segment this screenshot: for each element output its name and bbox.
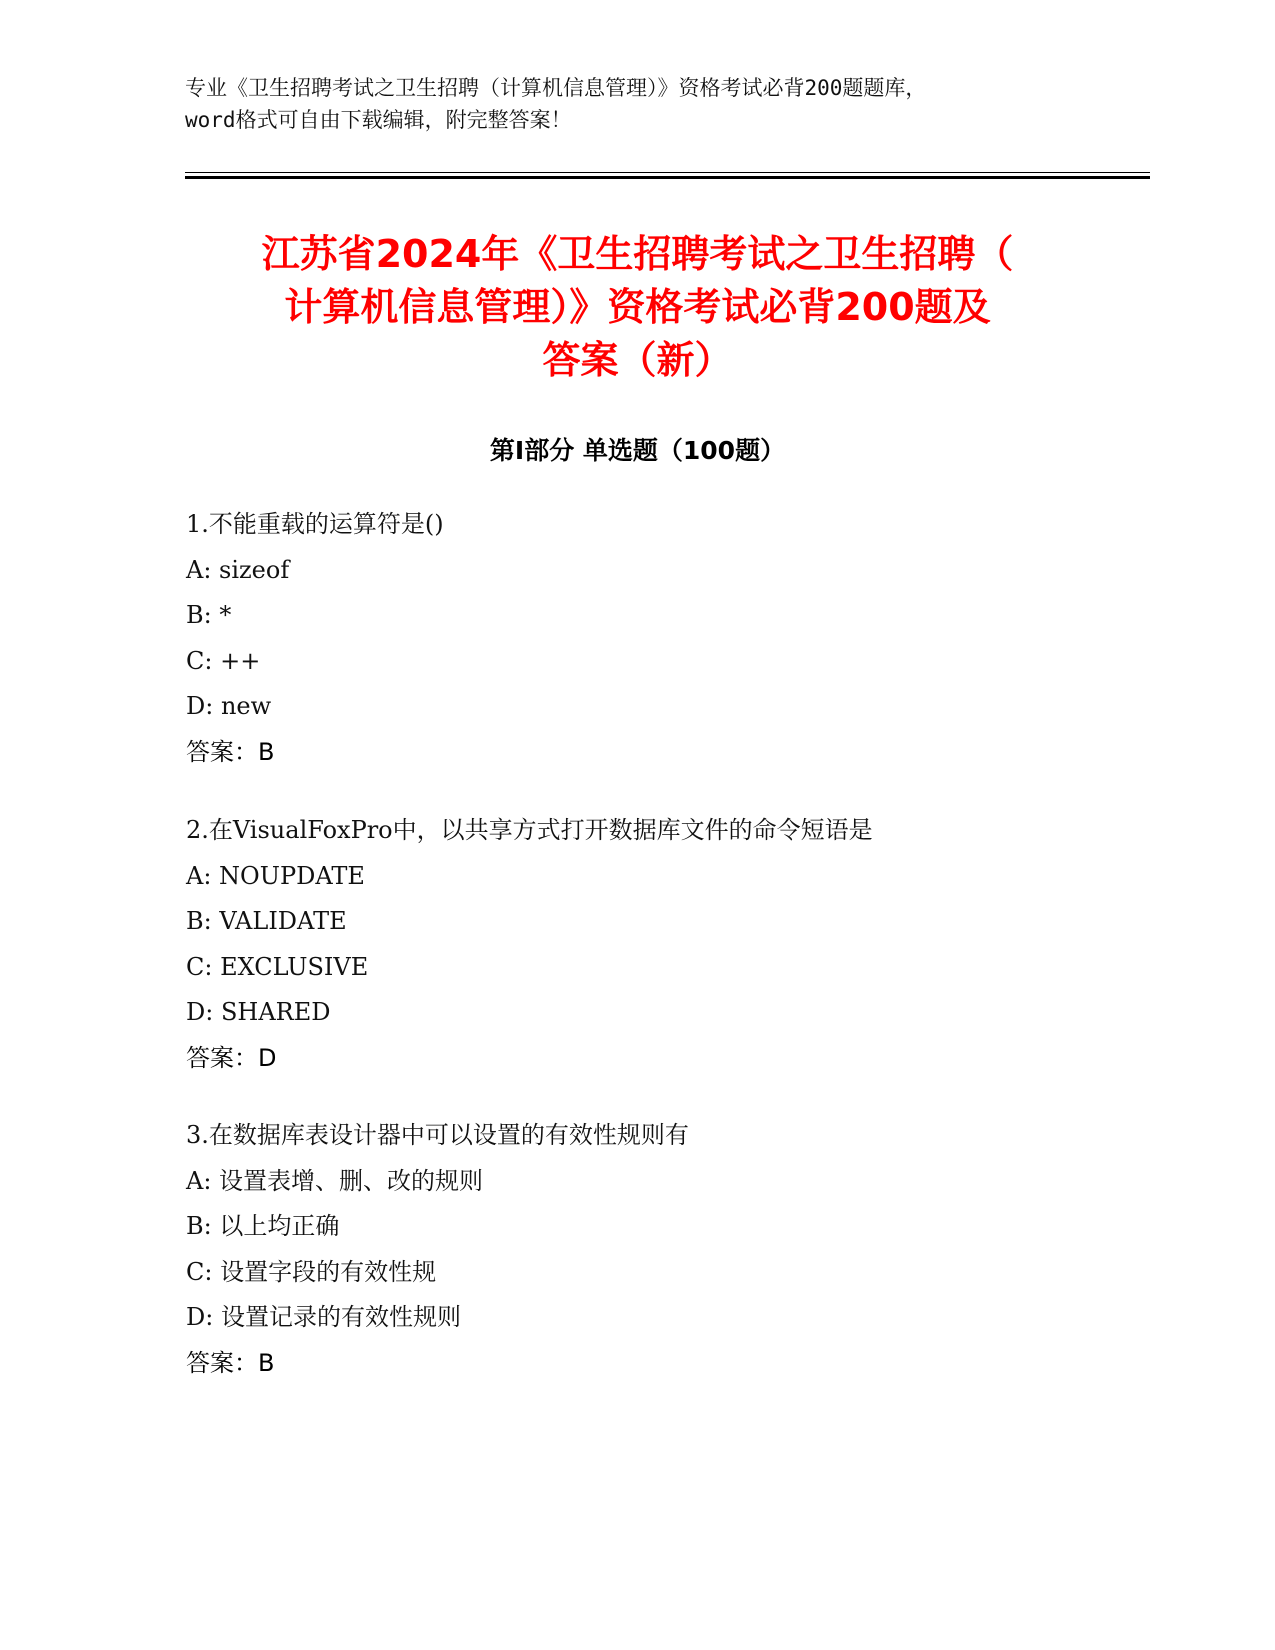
question-text: 2.在VisualFoxPro中，以共享方式打开数据库文件的命令短语是	[186, 816, 873, 844]
option-d: D: SHARED	[186, 998, 331, 1026]
question-text: 1.不能重载的运算符是()	[186, 510, 444, 538]
option-a: A: sizeof	[186, 555, 290, 584]
question-block-3	[186, 1113, 1186, 1386]
header-divider-thick	[185, 176, 1150, 179]
header-note-line-1: 专业《卫生招聘考试之卫生招聘（计算机信息管理）》资格考试必背200题题库，	[185, 76, 927, 100]
document-title	[160, 228, 1115, 387]
option-b: B: VALIDATE	[186, 907, 347, 935]
question-block-2	[186, 808, 1186, 1081]
title-line-1: 江苏省2024年《卫生招聘考试之卫生招聘（	[261, 232, 1014, 276]
question-block-1	[186, 502, 1186, 775]
answer-text: 答案：D	[186, 1043, 277, 1072]
option-b: B: 以上均正确	[186, 1212, 340, 1240]
header-note-line-2: word格式可自由下载编辑，附完整答案！	[185, 108, 572, 132]
option-a: A: 设置表增、删、改的规则	[186, 1166, 484, 1195]
title-line-2: 计算机信息管理）》资格考试必背200题及	[284, 285, 991, 329]
question-text: 3.在数据库表设计器中可以设置的有效性规则有	[186, 1121, 689, 1149]
option-c: C: 设置字段的有效性规	[186, 1257, 437, 1286]
answer-text: 答案：B	[186, 737, 275, 766]
option-c: C: ++	[186, 646, 261, 675]
option-d: D: 设置记录的有效性规则	[186, 1303, 461, 1331]
section-heading: 第Ⅰ部分 单选题（100题）	[489, 436, 786, 465]
option-a: A: NOUPDATE	[186, 861, 365, 890]
option-b: B: *	[186, 601, 232, 629]
title-line-3: 答案（新）	[542, 338, 733, 382]
option-d: D: new	[186, 692, 272, 720]
answer-text: 答案：B	[186, 1348, 275, 1377]
header-note	[185, 72, 1085, 136]
header-divider-thin	[185, 172, 1150, 173]
option-c: C: EXCLUSIVE	[186, 952, 369, 981]
